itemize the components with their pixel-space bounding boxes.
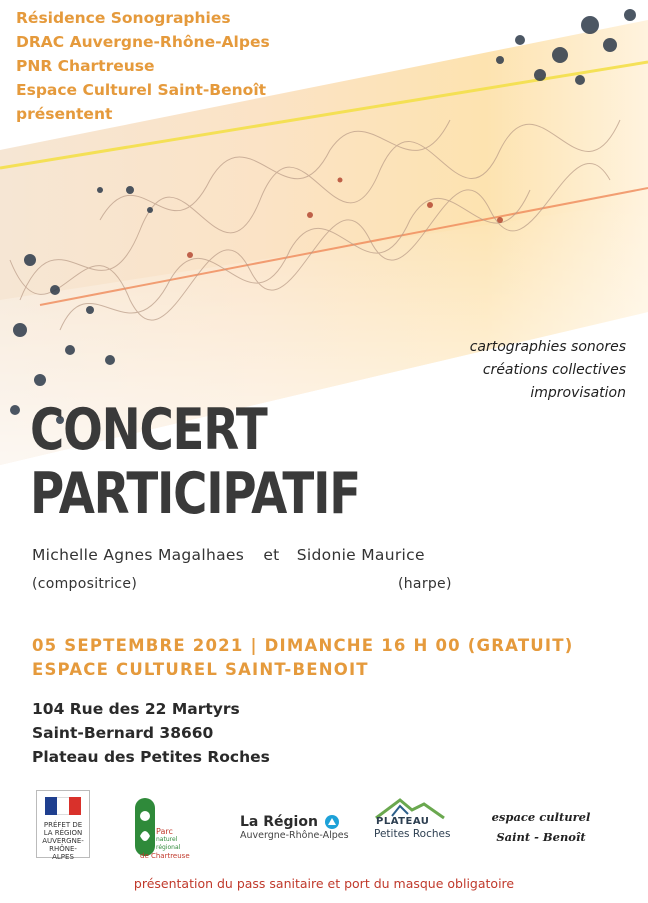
prefet-logo bbox=[36, 790, 90, 861]
page-title bbox=[30, 398, 360, 526]
presenter-line: Résidence Sonographies bbox=[16, 9, 231, 27]
address-block bbox=[32, 697, 270, 769]
artist-role: (harpe) bbox=[398, 576, 452, 592]
presenter-line: Espace Culturel Saint-Benoît bbox=[16, 81, 267, 99]
tag-line: cartographies sonores bbox=[469, 339, 626, 355]
plateau-line: Petites Roches bbox=[374, 828, 451, 840]
prefet-text: PRÉFET DE LA RÉGION AUVERGNE-RHÔNE-ALPES bbox=[42, 821, 84, 861]
artist-role: (compositrice) bbox=[32, 576, 138, 592]
artist-name: Michelle Agnes Magalhaes bbox=[32, 546, 245, 564]
plateau-logo bbox=[372, 796, 462, 846]
region-subtitle: Auvergne-Rhône-Alpes bbox=[240, 830, 349, 841]
artists-line bbox=[32, 546, 425, 564]
parc-line: régional bbox=[156, 844, 181, 851]
parc-emblem-icon bbox=[132, 796, 158, 858]
presenter-line: présentent bbox=[16, 105, 113, 123]
address-line: Saint-Bernard 38660 bbox=[32, 724, 214, 742]
espace-logo bbox=[486, 810, 596, 852]
presenter-line: PNR Chartreuse bbox=[16, 57, 155, 75]
title-line-2: PARTICIPATIF bbox=[30, 461, 360, 527]
plateau-line: PLATEAU bbox=[376, 816, 430, 827]
french-flag-icon bbox=[45, 797, 81, 815]
event-tags bbox=[470, 336, 626, 405]
footer-notice: présentation du pass sanitaire et port du masque obligatoire bbox=[133, 876, 515, 891]
region-logo bbox=[240, 814, 349, 848]
parc-line: de Chartreuse bbox=[140, 852, 190, 860]
event-venue: ESPACE CULTUREL SAINT-BENOIT bbox=[32, 660, 369, 679]
region-triangle-icon bbox=[325, 815, 339, 829]
tag-line: improvisation bbox=[530, 385, 626, 401]
region-name: La Région bbox=[240, 814, 318, 830]
presenters-list bbox=[16, 6, 270, 126]
parc-line: naturel bbox=[156, 836, 178, 843]
parc-line: Parc bbox=[156, 827, 173, 836]
event-date: 05 SEPTEMBRE 2021 | DIMANCHE 16 H 00 (GRATUIT) bbox=[32, 636, 574, 655]
address-line: Plateau des Petites Roches bbox=[32, 748, 270, 766]
artist-conjunction: et bbox=[263, 546, 280, 564]
espace-line: Saint - Benoît bbox=[496, 830, 586, 844]
title-line-1: CONCERT bbox=[30, 397, 267, 463]
tag-line: créations collectives bbox=[482, 362, 626, 378]
parc-text bbox=[156, 828, 180, 852]
parc-chartreuse-logo bbox=[132, 796, 192, 864]
artist-name: Sidonie Maurice bbox=[296, 546, 425, 564]
espace-line: espace culturel bbox=[491, 810, 591, 824]
address-line: 104 Rue des 22 Martyrs bbox=[32, 700, 240, 718]
presenter-line: DRAC Auvergne-Rhône-Alpes bbox=[16, 33, 270, 51]
